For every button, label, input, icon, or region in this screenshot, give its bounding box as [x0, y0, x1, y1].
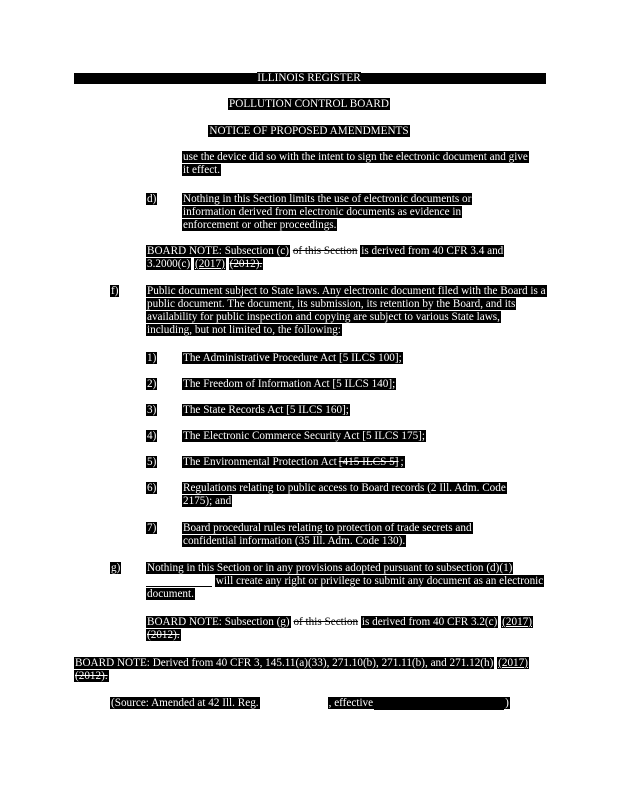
law-7-text: Board procedural rules relating to protection of trade secrets and confidential information (35 Ill. Adm. Code 130).: [183, 522, 472, 547]
source-blank-1: [260, 698, 328, 709]
notice-title: NOTICE OF PROPOSED AMENDMENTS: [209, 125, 409, 137]
item-f-number: f): [111, 285, 119, 297]
law-4-number: 4): [147, 430, 157, 442]
law-7-number: 7): [147, 522, 157, 534]
board-title: POLLUTION CONTROL BOARD: [229, 98, 389, 110]
source-blank-2: [374, 697, 504, 710]
board-note-2: BOARD NOTE: Subsection (g) of this Section is derived from 40 CFR 3.2(c) (2017) (2012).: [147, 616, 532, 641]
source-line: (Source: Amended at 42 Ill. Reg. , effective ): [111, 697, 509, 709]
item-d-number: d): [147, 193, 157, 205]
law-3-number: 3): [147, 404, 157, 416]
item-g-text: Nothing in this Section or in any provisions adopted pursuant to subsection (d)(1) will create any right or privilege to submit any document as an electronic document.: [147, 562, 544, 600]
continuation-text: use the device did so with the intent to sign the electronic document and give it effect.: [183, 151, 528, 176]
law-2-number: 2): [147, 378, 157, 390]
redacted-blank: [146, 576, 212, 587]
law-5-text: The Environmental Protection Act [415 ILCS 5] ;: [183, 456, 404, 468]
board-note-3: BOARD NOTE: Derived from 40 CFR 3, 145.11(a)(33), 271.10(b), 271.11(b), and 271.12(h) (2017) (2012).: [75, 657, 528, 682]
law-4-text: The Electronic Commerce Security Act [5 ILCS 175];: [183, 430, 426, 442]
board-note-1: BOARD NOTE: Subsection (c) of this Section is derived from 40 CFR 3.4 and 3.2000(c) (2017) (2012).: [147, 245, 504, 270]
law-6-text: Regulations relating to public access to Board records (2 Ill. Adm. Code 2175); and: [183, 482, 506, 507]
law-1-number: 1): [147, 352, 157, 364]
register-title: ILLINOIS REGISTER: [257, 72, 361, 84]
law-5-number: 5): [147, 456, 157, 468]
law-2-text: The Freedom of Information Act [5 ILCS 140];: [183, 378, 396, 390]
law-1-text: The Administrative Procedure Act [5 ILCS 100];: [183, 352, 402, 364]
law-3-text: The State Records Act [5 ILCS 160];: [183, 404, 349, 416]
item-f-text: Public document subject to State laws. Any electronic document filed with the Board is a public document. The document, its submission, its retention by the Board, and its availability for public inspection and copying are subject to various State laws, including, but not limited to, the following:: [147, 285, 546, 336]
item-d-text: Nothing in this Section limits the use of electronic documents or information derived from electronic documents as evidence in enforcement or other proceedings.: [183, 193, 472, 231]
law-6-number: 6): [147, 482, 157, 494]
item-g-number: g): [111, 562, 121, 574]
